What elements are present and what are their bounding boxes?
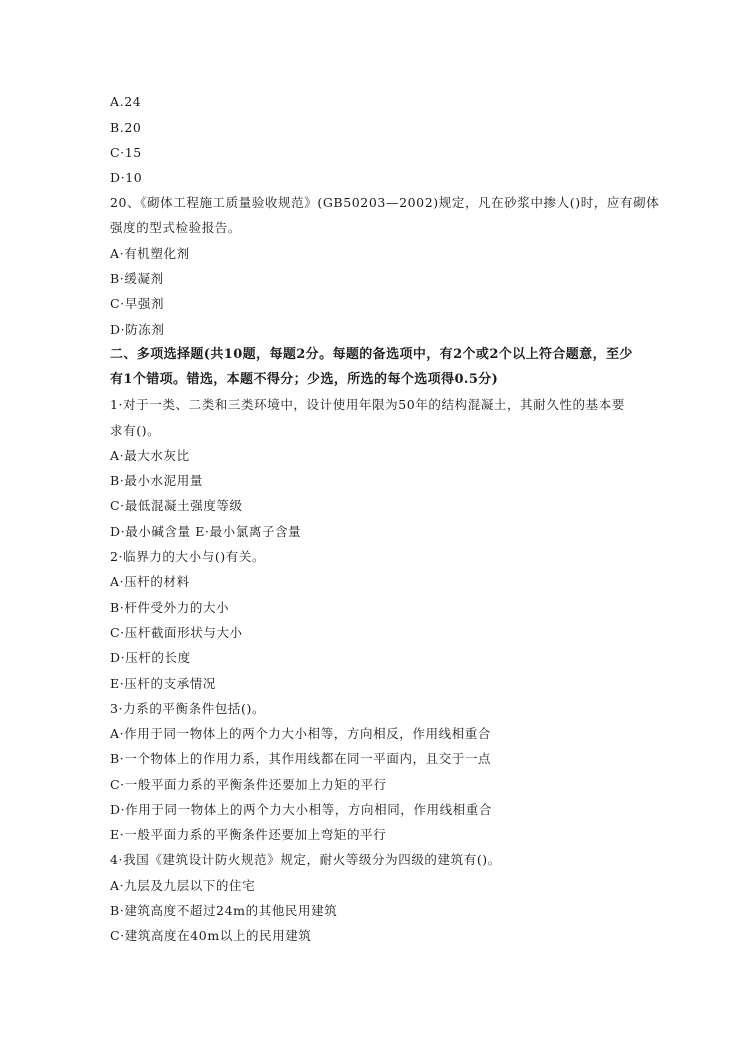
q1-option-b: B·最小水泥用量 [110,473,203,488]
q4-option-a: A·九层及九层以下的住宅 [110,878,256,893]
q2-option-b: B·杆件受外力的大小 [110,600,230,615]
q4-option-b: B·建筑高度不超过24m的其他民用建筑 [110,903,338,918]
option-a-previous: A.24 [110,94,142,109]
option-b-previous: B.20 [110,120,142,135]
q3-option-d: D·作用于同一物体上的两个力大小相等，方向相同，作用线相重合 [110,802,492,817]
q1-option-d-e: D·最小碱含量 E·最小氯离子含量 [110,524,302,539]
q2-option-c: C·压杆截面形状与大小 [110,625,243,640]
option-c-previous: C·15 [110,145,142,160]
question-2: 2·临界力的大小与()有关。 [110,549,266,564]
question-3: 3·力系的平衡条件包括()。 [110,701,266,716]
q3-option-b: B·一个物体上的作用力系，其作用线都在同一平面内，且交于一点 [110,751,492,766]
question-20-line-1: 20、《砌体工程施工质量验收规范》(GB50203—2002)规定，凡在砂浆中掺人()时，应有砌体 [110,195,660,210]
q3-option-a: A·作用于同一物体上的两个力大小相等，方向相反，作用线相重合 [110,726,492,741]
q20-option-c: C·早强剂 [110,296,165,311]
q2-option-e: E·压杆的支承情况 [110,676,216,691]
q3-option-c: C·一般平面力系的平衡条件还要加上力矩的平行 [110,777,387,792]
option-d-previous: D·10 [110,170,143,185]
q20-option-d: D·防冻剂 [110,322,165,337]
q2-option-a: A·压杆的材料 [110,574,190,589]
question-4: 4·我国《建筑设计防火规范》规定，耐火等级分为四级的建筑有()。 [110,852,501,867]
q2-option-d: D·压杆的长度 [110,650,191,665]
question-1-line-1: 1·对于一类、二类和三类环境中，设计使用年限为50年的结构混凝土，其耐久性的基本要 [110,397,625,412]
q20-option-b: B·缓凝剂 [110,271,164,286]
section-heading-line-2: 有1个错项。错选，本题不得分；少选，所选的每个选项得0.5分) [110,372,499,387]
q20-option-a: A·有机塑化剂 [110,246,190,261]
question-1-line-2: 求有()。 [110,423,161,438]
q3-option-e: E·一般平面力系的平衡条件还要加上弯矩的平行 [110,827,387,842]
q1-option-a: A·最大水灰比 [110,448,190,463]
q1-option-c: C·最低混凝土强度等级 [110,498,243,513]
question-20-line-2: 强度的型式检验报告。 [110,220,242,235]
q4-option-c: C·建筑高度在40m以上的民用建筑 [110,928,312,943]
section-heading-line-1: 二、多项选择题(共10题，每题2分。每题的备选项中，有2个或2个以上符合题意，至少 [110,347,633,362]
